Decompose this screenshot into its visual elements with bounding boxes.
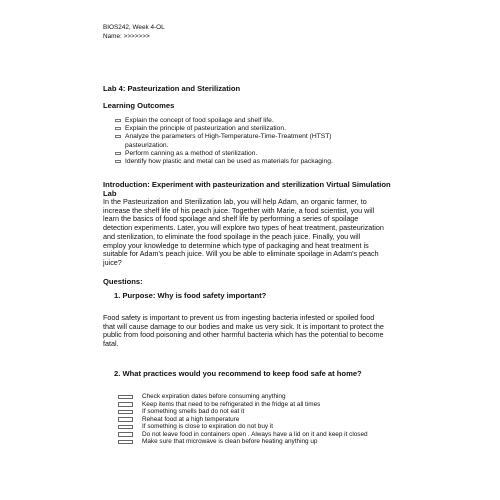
lab-title: Lab 4: Pasteurization and Sterilization — [103, 84, 241, 93]
list-item: If something smells bad do not eat it — [115, 408, 415, 416]
bullet-box-icon — [115, 135, 121, 138]
checkbox-icon — [118, 440, 133, 445]
bullet-box-icon — [115, 127, 121, 130]
learning-outcomes-heading: Learning Outcomes — [103, 101, 175, 110]
answer-1-paragraph: Food safety is important to prevent us from ingesting bacteria infested or spoiled food that will cause damage to our bodies and make us very sick. It is important to protect the public from food poisoning and other harmful bacteria which has the potential to become fatal. — [103, 313, 384, 349]
checkbox-icon — [118, 395, 133, 400]
student-name: Name: >>>>>>> — [103, 33, 150, 40]
list-item: Reheat food at a high temperature — [115, 416, 415, 424]
practices-list — [115, 393, 415, 446]
checkbox-icon — [118, 417, 133, 422]
list-item: Do not leave food in containers open . Always have a lid on it and keep it closed — [115, 431, 415, 439]
learning-outcomes-list — [115, 117, 375, 166]
list-item-continuation: pasteurization. — [125, 141, 169, 149]
questions-heading: Questions: — [103, 277, 143, 286]
checkbox-icon — [118, 410, 133, 415]
introduction-paragraph: In the Pasteurization and Sterilization lab, you will help Adam, an organic farmer, to increase the shelf life of his peach juice. Together with Marie, a food scientist, you will learn the basics of food spoilage and shelf life by performing a series of spoilage detection experiments. Later, you will explore two types of heat treatment, pasteurization and sterilization, to eliminate the food spoilage in the peach juice. Finally, you will employ your knowledge to determine which type of packaging and heat treatment is suitable for Adam's peach juice. Will you be able to eliminate spoilage in Adam's peach juice? — [103, 197, 384, 267]
checkbox-icon — [118, 432, 133, 437]
checkbox-icon — [118, 425, 133, 430]
bullet-box-icon — [115, 152, 121, 155]
list-item: Keep items that need to be refrigerated in the fridge at all times — [115, 401, 415, 409]
list-item: Identify how plastic and metal can be used as materials for packaging. — [115, 158, 375, 166]
bullet-box-icon — [115, 160, 121, 163]
list-item: Analyze the parameters of High-Temperature-Time-Treatment (HTST) — [115, 133, 375, 141]
list-item: Check expiration dates before consuming anything — [115, 393, 415, 401]
checkbox-icon — [118, 402, 133, 407]
introduction-heading: Introduction: Experiment with pasteurization and sterilization Virtual Simulation Lab — [103, 180, 391, 198]
list-item: Make sure that microwave is clean before heating anything up — [115, 438, 415, 446]
question-2: 2. What practices would you recommend to keep food safe at home? — [114, 369, 362, 378]
question-1: 1. Purpose: Why is food safety important? — [114, 291, 267, 300]
list-item: Perform canning as a method of sterilization. — [115, 150, 375, 158]
bullet-box-icon — [115, 119, 121, 122]
list-item: Explain the concept of food spoilage and shelf life. — [115, 117, 375, 125]
list-item: Explain the principle of pasteurization and sterilization. — [115, 125, 375, 133]
course-header: BIOS242, Week 4-OL — [103, 24, 165, 31]
list-item: If something is close to expiration do not buy it — [115, 423, 415, 431]
